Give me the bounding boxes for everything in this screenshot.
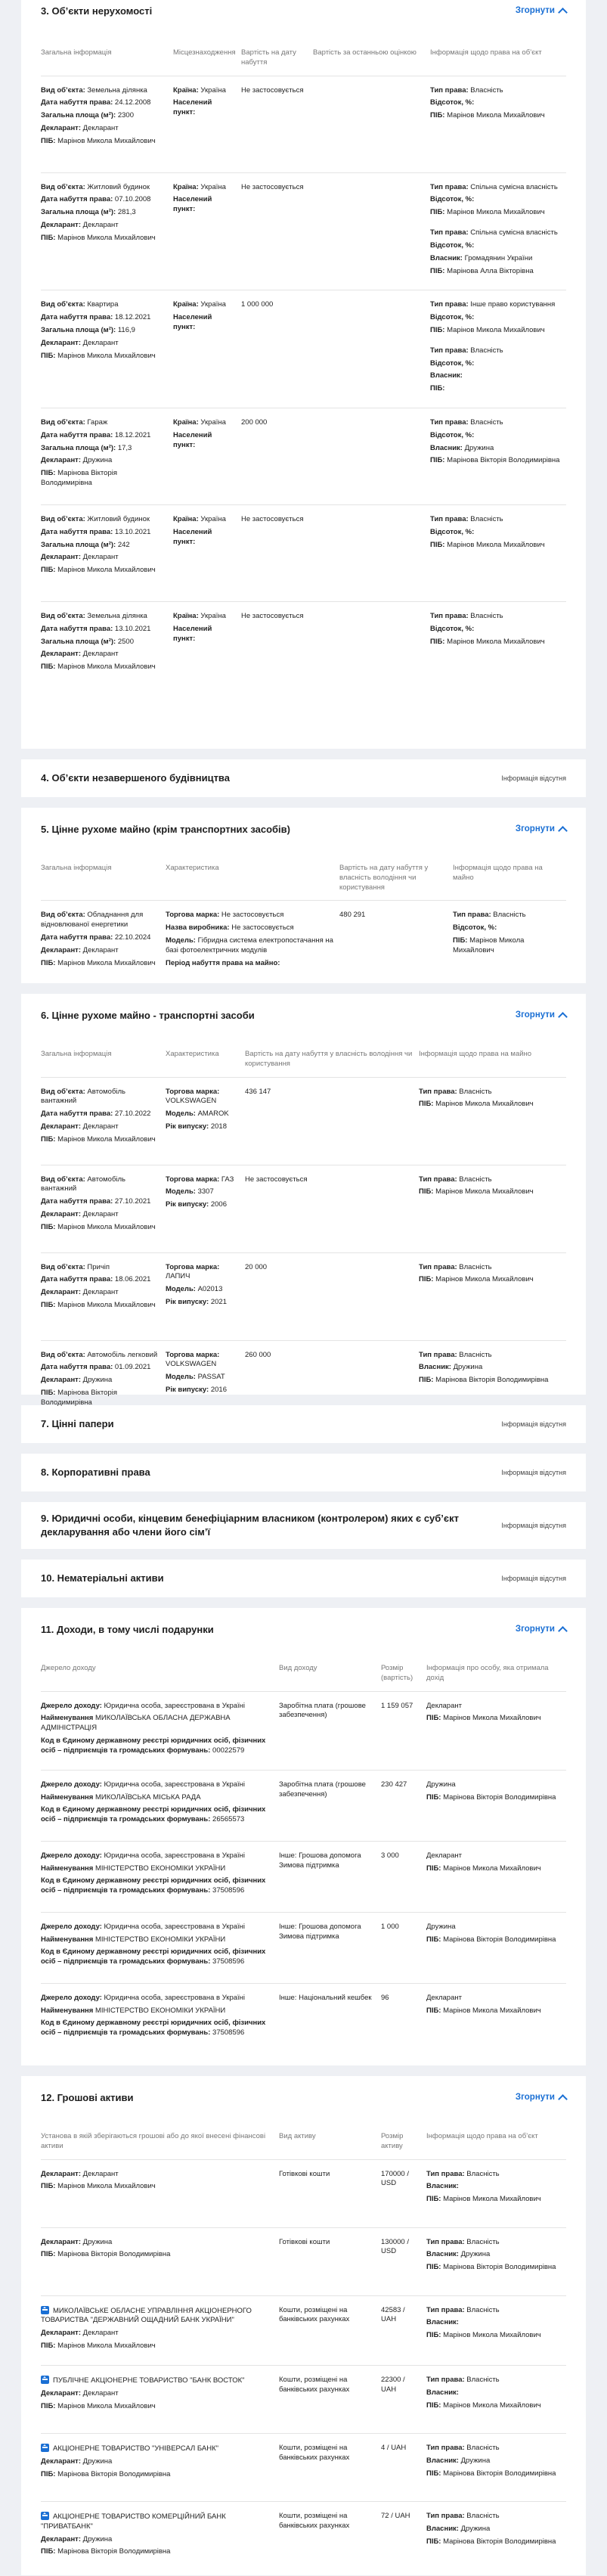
section-header [41,994,566,1038]
table-row: Вид об’єкта: Квартира Дата набуття права: 18.12.2021 Загальна площа (м²): 116,9 Декларант: Декларант ПІБ: Марінов Микола Михайлович Країна: Україна Населений пункт: 1 000 000 Тип права: Інше право користування Відсоток, %: ПІБ: Марінов Микола Михайлович Тип права: Власність Відсоток, %: Власник: ПІБ: [41,290,566,408]
no-info-label: Інформація відсутня [501,1468,566,1476]
collapse-button[interactable]: Згорнути [516,5,566,17]
table-row: Вид об’єкта: Гараж Дата набуття права: 18.12.2021 Загальна площа (м²): 17,3 Декларант: Дружина ПІБ: Марінова Вікторія Володимирівна Країна: Україна Населений пункт: 200 000 Тип права: Власність Відсоток, %: Власник: Дружина ПІБ: Марінова Вікторія Володимирівна [41,408,566,505]
section-title: 7. Цінні папери [41,1418,114,1430]
section-title: 12. Грошові активи [41,2092,134,2104]
section-movable-property [21,808,586,983]
section-header [41,759,566,797]
table-header: Загальна інформація Характеристика Вартість на дату набуття у власність володіння чи користування Інформація щодо права на майно [41,1047,566,1078]
section-header [41,0,566,23]
table-row: Джерело доходу: Юридична особа, зареєстрована в Україні Найменування МИКОЛАЇВСЬКА МІСЬКА РАДА Код в Єдиному державному реєстрі юридичних осіб, фізичних осіб – підприємців та громадських формувань: 26565573 Заробітна плата (грошове забезпечення) 230 427 Дружина ПІБ: Марінова Вікторія Володимирівна [41,1771,566,1842]
chevron-up-icon [558,2095,568,2105]
table-row: Джерело доходу: Юридична особа, зареєстрована в Україні Найменування МІНІСТЕРСТВО ЕКОНОМІКИ УКРАЇНИ Код в Єдиному державному реєстрі юридичних осіб, фізичних осіб – підприємців та громадських формувань: 37508596 Інше: Грошова допомога Зимова підтримка 3 000 Декларант ПІБ: Марінов Микола Михайлович [41,1842,566,1913]
table-row: Вид об’єкта: Земельна ділянка Дата набуття права: 24.12.2008 Загальна площа (м²): 2300 Декларант: Декларант ПІБ: Марінов Микола Михайлович Країна: Україна Населений пункт: Не застосовується Тип права: Власність Відсоток, %: ПІБ: Марінов Микола Михайлович [41,76,566,173]
section-real-estate [21,0,586,749]
bank-icon [41,2376,49,2384]
chevron-up-icon [558,827,568,836]
section-header [41,1608,566,1652]
table-header: Джерело доходу Вид доходу Розмір (вартість) Інформація про особу, яка отримала дохід [41,1661,566,1692]
no-info-label: Інформація відсутня [501,1420,566,1428]
table-row: АКЦІОНЕРНЕ ТОВАРИСТВО "УНІВЕРСАЛ БАНК" Декларант: Дружина ПІБ: Марінова Вікторія Володимирівна Кошти, розміщені на банківських рахунках 4 / UAH Тип права: Власність Власник: Дружина ПІБ: Марінова Вікторія Володимирівна [41,2434,566,2502]
section-intangible-assets [21,1560,586,1597]
table-header: Установа в якій зберігаються грошові або до якої внесені фінансові активи Вид активу Розмір активу Інформація щодо права на об’єкт [41,2129,566,2160]
section-title: 5. Цінне рухоме майно (крім транспортних засобів) [41,824,290,836]
section-corporate-rights [21,1454,586,1491]
table-row: Вид об’єкта: Обладнання для відновлюваної енергетики Дата набуття права: 22.10.2024 Декларант: Декларант ПІБ: Марінов Микола Михайлович Торгова марка: Не застосовується Назва виробника: Не застосовується Модель: Гібридна система електропостачання на базі фотоелектричних модулів Період набуття права на майно: 480 291 Тип права: Власність Відсоток, %: ПІБ: Марінов Микола Михайлович [41,911,526,967]
section-monetary-assets [21,2076,586,2575]
table-row: Джерело доходу: Юридична особа, зареєстрована в Україні Найменування МІНІСТЕРСТВО ЕКОНОМІКИ УКРАЇНИ Код в Єдиному державному реєстрі юридичних осіб, фізичних осіб – підприємців та громадських формувань: 37508596 Інше: Національний кешбек 96 Декларант ПІБ: Марінов Микола Михайлович [41,1993,541,2038]
table-row: МИКОЛАЇВСЬКЕ ОБЛАСНЕ УПРАВЛІННЯ АКЦІОНЕРНОГО ТОВАРИСТВА "ДЕРЖАВНИЙ ОЩАДНИЙ БАНК УКРАЇНИ" Декларант: Декларант ПІБ: Марінов Микола Михайлович Кошти, розміщені на банківських рахунках 42583 / UAH Тип права: Власність Власник: ПІБ: Марінов Микола Михайлович [41,2296,566,2366]
table-row: Вид об’єкта: Автомобіль вантажний Дата набуття права: 27.10.2021 Декларант: Декларант ПІБ: Марінов Микола Михайлович Торгова марка: ГАЗ Модель: 3307 Рік випуску: 2006 Не застосовується Тип права: Власність ПІБ: Марінов Микола Михайлович [41,1165,566,1253]
no-info-label: Інформація відсутня [501,1574,566,1582]
bank-icon [41,2306,49,2314]
section-title: 4. Об’єкти незавершеного будівництва [41,772,230,784]
table-row: АКЦІОНЕРНЕ ТОВАРИСТВО КОМЕРЦІЙНИЙ БАНК "ПРИВАТБАНК" Декларант: Дружина ПІБ: Марінова Вікторія Володимирівна Кошти, розміщені на банківських рахунках 72 / UAH Тип права: Власність Власник: Дружина ПІБ: Марінова Вікторія Володимирівна [41,2511,556,2556]
collapse-button[interactable]: Згорнути [516,1010,566,1022]
collapse-button[interactable]: Згорнути [516,2092,566,2104]
table-row: ПУБЛІЧНЕ АКЦІОНЕРНЕ ТОВАРИСТВО "БАНК ВОСТОК" Декларант: Декларант ПІБ: Марінов Микола Михайлович Кошти, розміщені на банківських рахунках 22300 / UAH Тип права: Власність Власник: ПІБ: Марінов Микола Михайлович [41,2366,566,2434]
section-header [41,808,566,852]
table-row: Декларант: Декларант ПІБ: Марінов Микола Михайлович Готівкові кошти 170000 / USD Тип права: Власність Власник: ПІБ: Марінов Микола Михайлович [41,2160,566,2228]
section-title: 6. Цінне рухоме майно - транспортні засоби [41,1010,255,1022]
section-title: 10. Нематеріальні активи [41,1572,164,1584]
table-row: Джерело доходу: Юридична особа, зареєстрована в Україні Найменування МІНІСТЕРСТВО ЕКОНОМІКИ УКРАЇНИ Код в Єдиному державному реєстрі юридичних осіб, фізичних осіб – підприємців та громадських формувань: 37508596 Інше: Грошова допомога Зимова підтримка 1 000 Дружина ПІБ: Марінова Вікторія Володимирівна [41,1913,566,1984]
table-row: Вид об’єкта: Житловий будинок Дата набуття права: 07.10.2008 Загальна площа (м²): 281,3 Декларант: Декларант ПІБ: Марінов Микола Михайлович Країна: Україна Населений пункт: Не застосовується Тип права: Спільна сумісна власність Відсоток, %: ПІБ: Марінов Микола Михайлович Тип права: Спільна сумісна власність Відсоток, %: Власник: Громадянин України ПІБ: Марінова Алла Вікторівна [41,173,566,291]
no-info-label: Інформація відсутня [501,774,566,782]
table-header: Загальна інформація Місцезнаходження Вартість на дату набуття Вартість за останньою оцінкою Інформація щодо права на об’єкт [41,45,566,76]
section-beneficial-ownership [21,1502,586,1549]
table-row: Декларант: Дружина ПІБ: Марінова Вікторія Володимирівна Готівкові кошти 130000 / USD Тип права: Власність Власник: Дружина ПІБ: Марінова Вікторія Володимирівна [41,2228,566,2296]
table-row: Вид об’єкта: Земельна ділянка Дата набуття права: 13.10.2021 Загальна площа (м²): 2500 Декларант: Декларант ПІБ: Марінов Микола Михайлович Країна: Україна Населений пункт: Не застосовується Тип права: Власність Відсоток, %: ПІБ: Марінов Микола Михайлович [41,612,545,672]
section-income [21,1608,586,2065]
chevron-up-icon [558,8,568,18]
collapse-button[interactable]: Згорнути [516,1624,566,1636]
section-vehicles [21,994,586,1407]
bank-icon [41,2444,49,2452]
chevron-up-icon [558,1627,568,1637]
table-row: Вид об’єкта: Автомобіль вантажний Дата набуття права: 27.10.2022 Декларант: Декларант ПІБ: Марінов Микола Михайлович Торгова марка: VOLKSWAGEN Модель: AMAROK Рік випуску: 2018 436 147 Тип права: Власність ПІБ: Марінов Микола Михайлович [41,1078,566,1165]
section-title: 9. Юридичні особи, кінцевим бенефіціарним власником (контролером) яких є суб’єкт декларування або члени його сім’ї [41,1513,459,1538]
bank-icon [41,2512,49,2520]
section-title: 3. Об’єкти нерухомості [41,5,153,17]
chevron-up-icon [558,1013,568,1023]
table-row: Вид об’єкта: Житловий будинок Дата набуття права: 13.10.2021 Загальна площа (м²): 242 Декларант: Декларант ПІБ: Марінов Микола Михайлович Країна: Україна Населений пункт: Не застосовується Тип права: Власність Відсоток, %: ПІБ: Марінов Микола Михайлович [41,505,566,602]
section-title: 8. Корпоративні права [41,1466,150,1479]
section-title: 11. Доходи, в тому числі подарунки [41,1624,214,1636]
no-info-label: Інформація відсутня [501,1521,566,1529]
section-header [41,2076,566,2120]
table-row: Джерело доходу: Юридична особа, зареєстрована в Україні Найменування МИКОЛАЇВСЬКА ОБЛАСНА ДЕРЖАВНА АДМІНІСТРАЦІЯ Код в Єдиному державному реєстрі юридичних осіб, фізичних осіб – підприємців та громадських формувань: 00022579 Заробітна плата (грошове забезпечення) 1 159 057 Декларант ПІБ: Марінов Микола Михайлович [41,1692,566,1771]
table-header: Загальна інформація Характеристика Вартість на дату набуття у власність володіння чи користування Інформація щодо права на майно [41,861,566,901]
table-row: Вид об’єкта: Причіп Дата набуття права: 18.06.2021 Декларант: Декларант ПІБ: Марінов Микола Михайлович Торгова марка: ЛАПИЧ Модель: А02013 Рік випуску: 2021 20 000 Тип права: Власність ПІБ: Марінов Микола Михайлович [41,1253,566,1341]
section-unfinished-construction [21,759,586,797]
collapse-button[interactable]: Згорнути [516,824,566,836]
table-row: Вид об’єкта: Автомобіль легковий Дата набуття права: 01.09.2021 Декларант: Дружина ПІБ: Марінова Вікторія Володимирівна Торгова марка: VOLKSWAGEN Модель: PASSAT Рік випуску: 2016 260 000 Тип права: Власність Власник: Дружина ПІБ: Марінова Вікторія Володимирівна [41,1350,549,1407]
